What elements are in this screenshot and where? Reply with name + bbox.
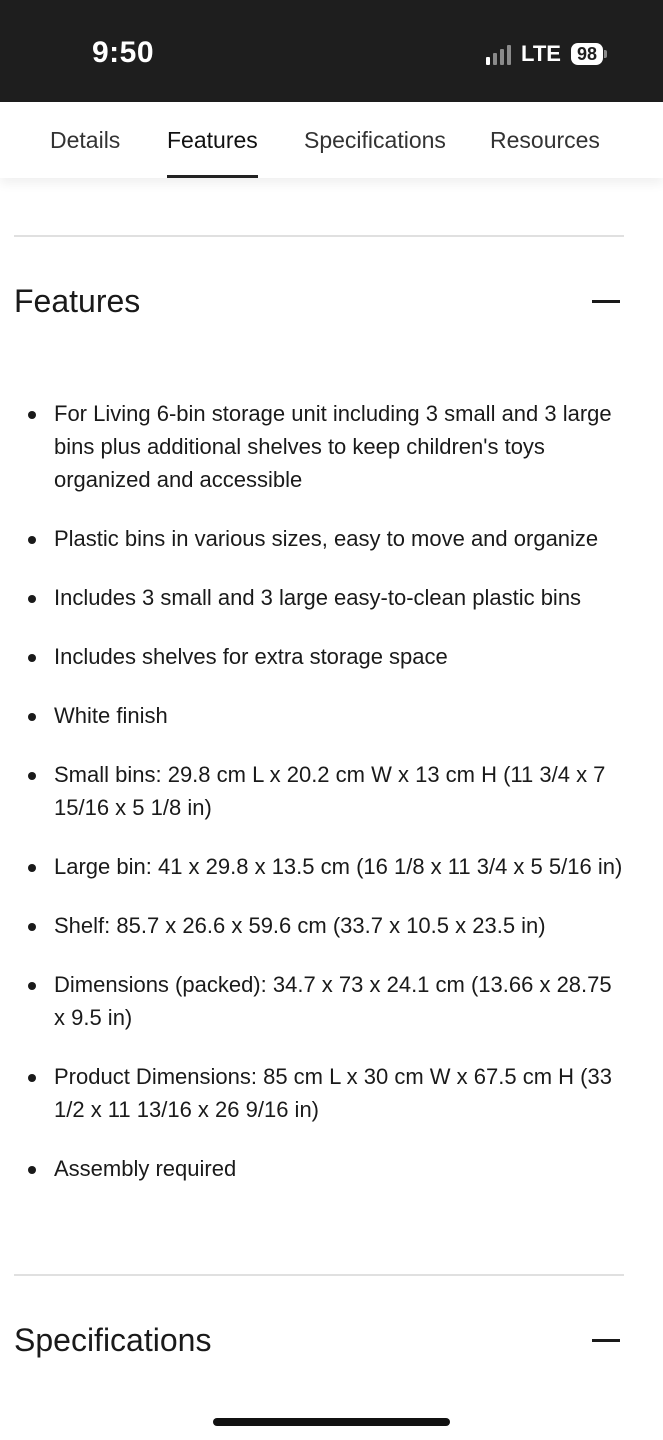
feature-list-item: Plastic bins in various sizes, easy to move and organize <box>26 522 626 555</box>
feature-list-item: Assembly required <box>26 1152 626 1185</box>
divider <box>14 235 624 237</box>
feature-list-item: Dimensions (packed): 34.7 x 73 x 24.1 cm (13.66 x 28.75 x 9.5 in) <box>26 968 626 1034</box>
status-time: 9:50 <box>92 36 155 69</box>
feature-list-item: Includes shelves for extra storage space <box>26 640 626 673</box>
section-tabs <box>0 102 663 178</box>
feature-list-item: Large bin: 41 x 29.8 x 13.5 cm (16 1/8 x 11 3/4 x 5 5/16 in) <box>26 850 626 883</box>
battery-icon <box>571 43 607 65</box>
tab-features[interactable]: Features <box>167 102 258 178</box>
features-section-header[interactable] <box>14 271 624 331</box>
feature-list-item: Product Dimensions: 85 cm L x 30 cm W x 67.5 cm H (33 1/2 x 11 13/16 x 26 9/16 in) <box>26 1060 626 1126</box>
battery-level: 98 <box>571 43 603 65</box>
signal-bars-icon <box>486 43 511 65</box>
minus-icon[interactable] <box>592 300 620 303</box>
feature-list-item: White finish <box>26 699 626 732</box>
status-indicators <box>486 40 607 68</box>
status-bar <box>0 0 663 102</box>
feature-list-item: For Living 6-bin storage unit including 3 small and 3 large bins plus additional shelves to keep children's toys organized and accessible <box>26 397 626 496</box>
tab-resources[interactable]: Resources <box>490 126 600 153</box>
features-section-title: Features <box>14 282 141 319</box>
specifications-section-title: Specifications <box>14 1321 212 1358</box>
feature-list-item: Includes 3 small and 3 large easy-to-clean plastic bins <box>26 581 626 614</box>
network-type: LTE <box>521 41 561 66</box>
features-list <box>26 397 626 1211</box>
tab-specifications[interactable]: Specifications <box>304 126 446 153</box>
feature-list-item: Shelf: 85.7 x 26.6 x 59.6 cm (33.7 x 10.5 x 23.5 in) <box>26 909 626 942</box>
divider <box>14 1274 624 1276</box>
minus-icon[interactable] <box>592 1339 620 1342</box>
tab-details[interactable]: Details <box>50 126 121 153</box>
feature-list-item: Small bins: 29.8 cm L x 20.2 cm W x 13 cm H (11 3/4 x 7 15/16 x 5 1/8 in) <box>26 758 626 824</box>
specifications-section-header[interactable] <box>14 1310 624 1370</box>
home-indicator <box>213 1418 450 1426</box>
